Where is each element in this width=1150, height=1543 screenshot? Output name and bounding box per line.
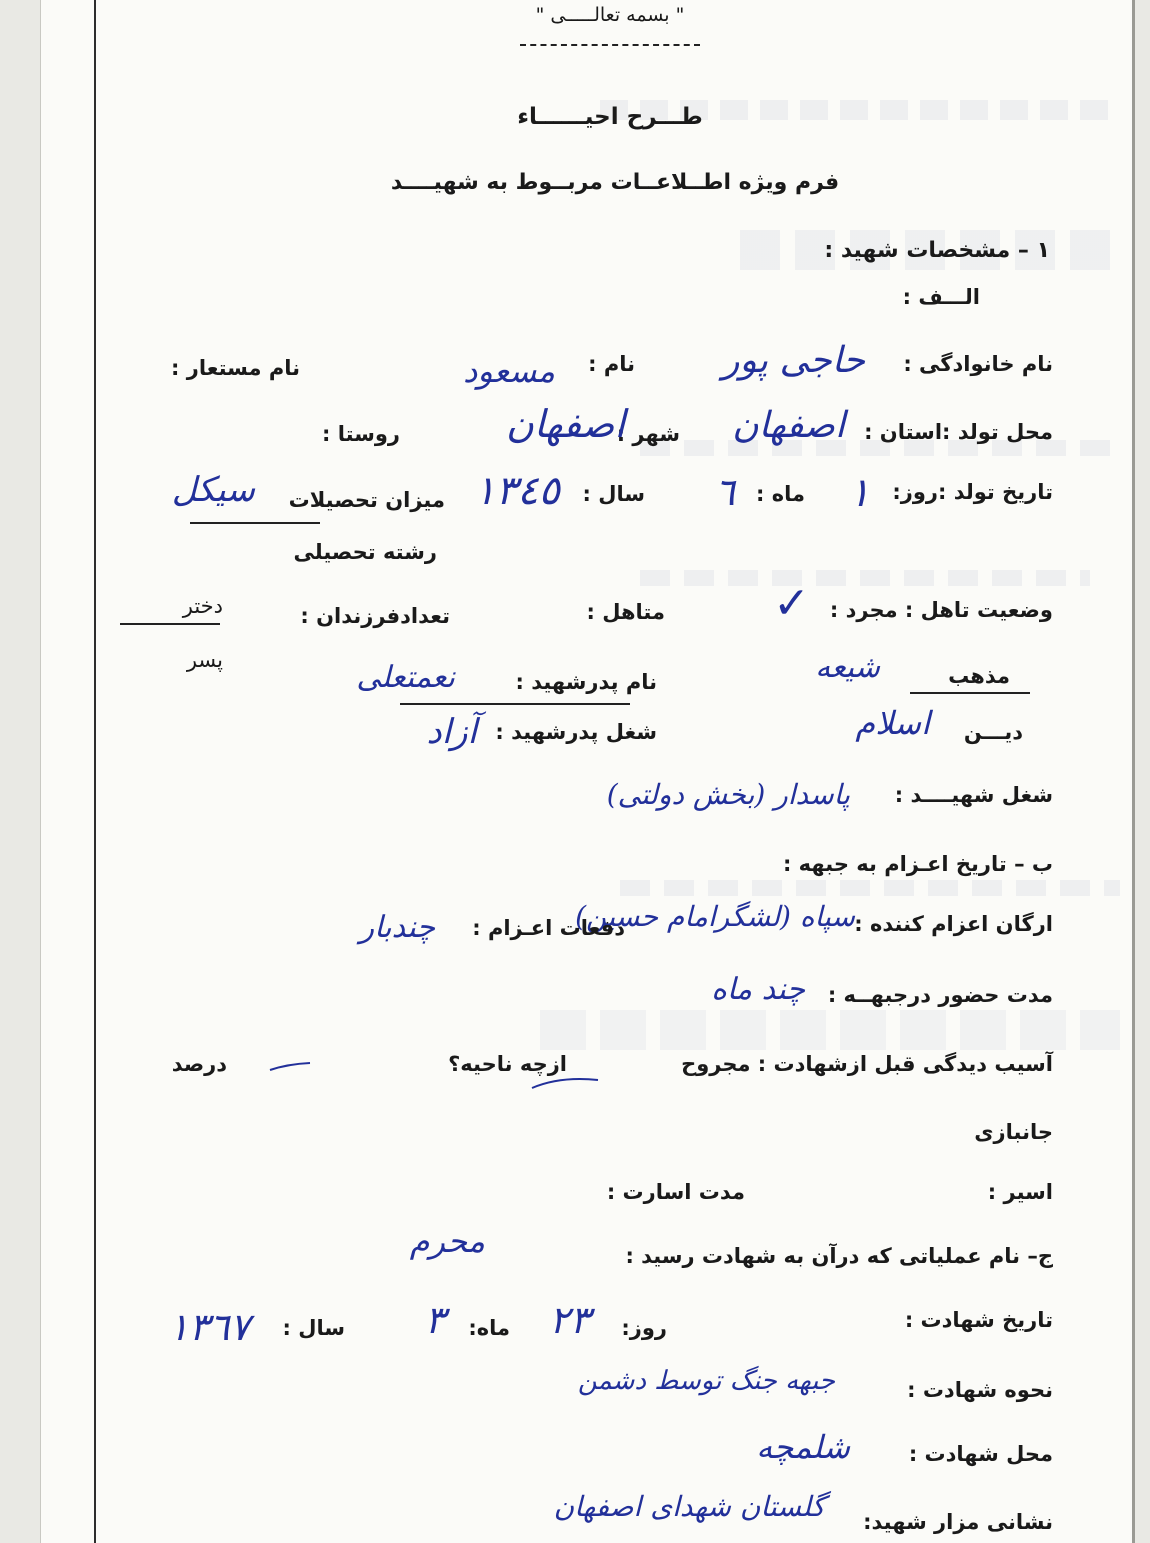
martyrdom-month-value: ٣ bbox=[424, 1298, 445, 1342]
invocation-text: " بسمه تعالـــــى " bbox=[535, 4, 685, 26]
veteran-label: جانبازى bbox=[974, 1120, 1053, 1144]
martyrdom-place-value: شلمچه bbox=[756, 1428, 850, 1466]
martyr-job-label: شغل شهيــــد : bbox=[894, 783, 1053, 807]
dispatch-times-value: چندبار bbox=[359, 910, 435, 945]
dispatcher-label: ارگان اعزام كننده : bbox=[854, 912, 1053, 936]
sect-value: شيعه bbox=[815, 650, 880, 685]
religion-value: اسلام bbox=[855, 704, 930, 742]
birth-day-value: ١ bbox=[848, 470, 870, 516]
first-name-label: نام : bbox=[588, 352, 635, 376]
city-label: شهر : bbox=[616, 422, 680, 446]
father-name-underline bbox=[400, 703, 630, 705]
first-name-value: مسعود bbox=[463, 352, 555, 390]
father-name-label: نام پدرشهيد : bbox=[515, 670, 657, 694]
bleed-through-block bbox=[540, 1010, 1120, 1050]
injury-area-label: ازچه ناحيه؟ bbox=[448, 1052, 567, 1076]
injury-scribble bbox=[268, 1060, 312, 1074]
father-name-value: نعمتعلى bbox=[356, 660, 455, 695]
father-job-label: شغل پدرشهيد : bbox=[495, 720, 657, 744]
birth-year-label: سال : bbox=[582, 482, 645, 506]
children-count-label: تعدادفرزندان : bbox=[300, 604, 450, 628]
grave-address-label: نشانى مزار شهيد: bbox=[863, 1510, 1053, 1534]
daughter-label: دختر bbox=[182, 594, 223, 618]
sub-section-a: الـــف : bbox=[902, 285, 980, 309]
bleed-through-block bbox=[640, 570, 1090, 586]
martyrdom-manner-value: جبهه جنگ توسط دشمن bbox=[577, 1366, 835, 1396]
education-label: ميزان تحصيلات bbox=[288, 488, 445, 512]
married-label: متاهل : bbox=[586, 600, 665, 624]
operation-value: محرم bbox=[409, 1222, 485, 1260]
percent-label: درصد bbox=[171, 1052, 227, 1076]
birth-year-value: ١٣٤٥ bbox=[474, 468, 560, 514]
martyrdom-place-label: محل شهادت : bbox=[908, 1442, 1053, 1466]
education-underline bbox=[190, 522, 320, 524]
son-label: پسر bbox=[186, 648, 223, 672]
martyrdom-day-label: روز: bbox=[621, 1316, 667, 1340]
marital-status-label: وضعيت تاهل : مجرد : bbox=[829, 598, 1053, 622]
martyr-job-value: پاسدار (بخش دولتى) bbox=[606, 778, 850, 811]
grave-address-value: گلستان شهداى اصفهان bbox=[553, 1490, 825, 1523]
program-title: طـــرح احيــــــاء bbox=[517, 104, 703, 130]
left-margin-line bbox=[94, 0, 96, 1543]
alias-label: نام مستعار : bbox=[171, 356, 300, 380]
captive-label: اسير : bbox=[987, 1180, 1053, 1204]
birthplace-label: محل تولد :استان : bbox=[864, 420, 1053, 444]
dispatcher-value: سپاه (لشگرامام حسين) bbox=[575, 900, 855, 933]
section-b-heading: ب – تاريخ اعـزام به جبهه : bbox=[782, 852, 1053, 876]
section1-heading: ١ – مشخصات شهيد : bbox=[824, 238, 1050, 263]
education-value: سيكل bbox=[171, 470, 255, 510]
martyrdom-day-value: ٢٣ bbox=[549, 1298, 590, 1342]
single-checkmark: ✓ bbox=[773, 578, 810, 629]
birthdate-label: تاريخ تولد :روز: bbox=[892, 480, 1053, 504]
birth-month-label: ماه : bbox=[756, 482, 805, 506]
family-name-label: نام خانوادگى : bbox=[903, 352, 1053, 376]
page-edge-shadow bbox=[1132, 0, 1135, 1543]
province-value: اصفهان bbox=[732, 405, 845, 446]
bleed-through-block bbox=[620, 880, 1120, 896]
captivity-duration-label: مدت اسارت : bbox=[606, 1180, 745, 1204]
injury-label: آسيب ديدگى قبل ازشهادت : مجروح bbox=[681, 1052, 1053, 1076]
area-scribble bbox=[530, 1074, 600, 1092]
martyrdom-year-value: ١٣٦٧ bbox=[168, 1305, 250, 1349]
field-of-study-label: رشته تحصيلى bbox=[293, 540, 437, 564]
dispatch-times-label: دفعات اعـزام : bbox=[472, 916, 625, 940]
martyrdom-date-label: تاريخ شهادت : bbox=[904, 1308, 1053, 1332]
form-title: فرم ويژه اطــلاعــات مربــوط به شهيــــد bbox=[390, 170, 840, 195]
father-job-value: آزاد bbox=[426, 712, 477, 752]
birth-month-value: ٦ bbox=[714, 470, 735, 514]
operation-label: ج– نام عملياتى كه درآن به شهادت رسيد : bbox=[625, 1244, 1053, 1268]
martyrdom-month-label: ماه: bbox=[468, 1316, 510, 1340]
city-value: اصفهان bbox=[505, 402, 625, 446]
header-dashed-rule bbox=[520, 44, 700, 46]
religion-label: ديـــن bbox=[963, 720, 1023, 744]
village-label: روستا : bbox=[322, 422, 400, 446]
front-duration-value: چند ماه bbox=[711, 972, 805, 1007]
family-name-value: حاجى پور bbox=[722, 340, 865, 381]
sect-underline bbox=[910, 692, 1030, 694]
martyrdom-year-label: سال : bbox=[282, 1316, 345, 1340]
martyrdom-manner-label: نحوه شهادت : bbox=[907, 1378, 1053, 1402]
front-duration-label: مدت حضور درجبهــه : bbox=[827, 983, 1053, 1007]
daughter-underline bbox=[120, 623, 220, 625]
form-page bbox=[40, 0, 1135, 1543]
sect-label: مذهب bbox=[948, 664, 1010, 688]
